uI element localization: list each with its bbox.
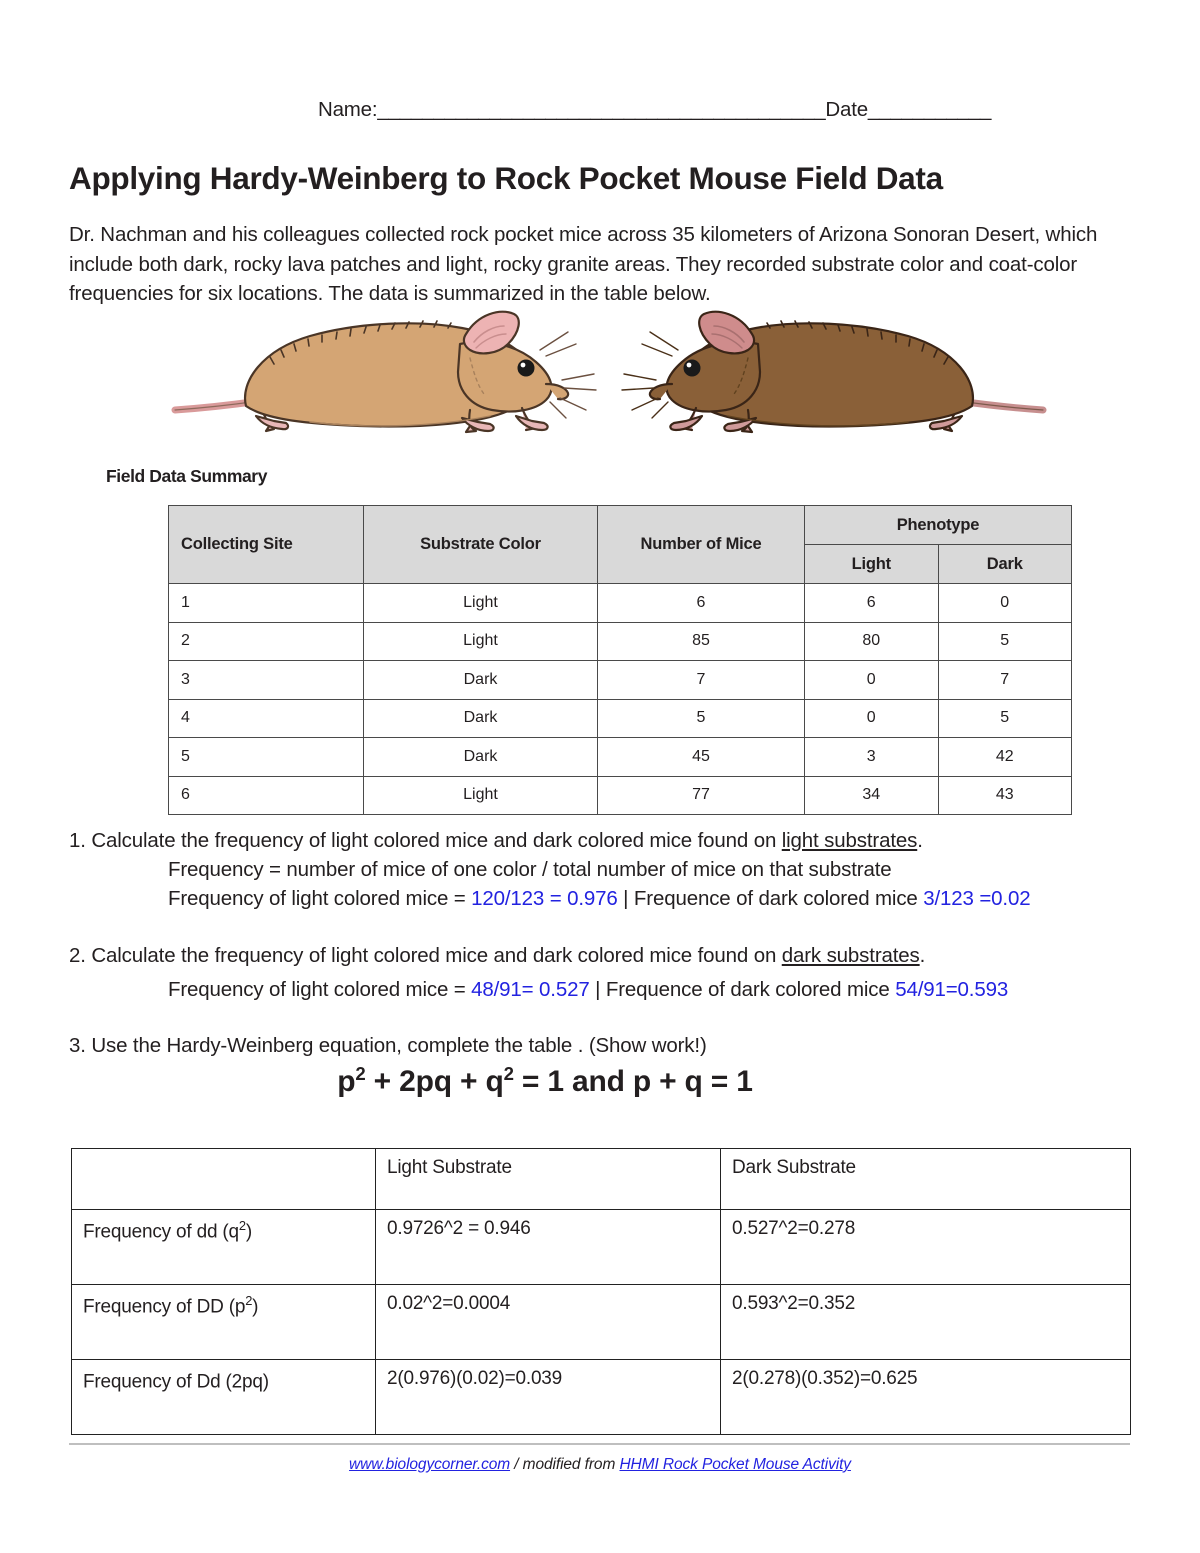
hw-Dd-light-value[interactable]: 2(0.976)(0.02)=0.039 (376, 1360, 721, 1435)
question-1 (69, 826, 923, 855)
cell-site: 1 (169, 584, 364, 623)
cell-dark: 5 (938, 699, 1072, 738)
hw-DD-light-value[interactable]: 0.02^2=0.0004 (376, 1285, 721, 1360)
q2-prefix: 2. Calculate the frequency of light colored mice and dark colored mice found on (69, 944, 782, 967)
q1-prefix: 1. Calculate the frequency of light colored mice and dark colored mice found on (69, 829, 782, 852)
cell-light: 0 (805, 699, 939, 738)
q1-answer-prefix: Frequency of light colored mice = (168, 887, 472, 910)
cell-substrate: Light (364, 776, 598, 815)
hw-header-row (72, 1149, 1131, 1210)
question-2-answer-line (168, 975, 1008, 1004)
q1-answer-mid: | Frequence of dark colored mice (617, 887, 924, 910)
cell-site: 3 (169, 661, 364, 700)
cell-substrate: Dark (364, 738, 598, 777)
hw-row-label-Dd (72, 1360, 376, 1435)
cell-number: 85 (598, 622, 805, 661)
hw-row-label-dd (72, 1210, 376, 1285)
table-row (72, 1285, 1131, 1360)
header-phenotype-dark: Dark (938, 545, 1072, 584)
table-row (72, 1360, 1131, 1435)
hhmi-activity-link[interactable]: HHMI Rock Pocket Mouse Activity (619, 1456, 851, 1473)
cell-dark: 7 (938, 661, 1072, 700)
table-row (169, 738, 1072, 777)
header-phenotype-light: Light (805, 545, 939, 584)
cell-number: 6 (598, 584, 805, 623)
q2-light-answer[interactable]: 48/91= 0.527 (471, 978, 590, 1001)
cell-number: 45 (598, 738, 805, 777)
intro-paragraph: Dr. Nachman and his colleagues collected rock pocket mice across 35 kilometers of Arizona Sonoran Desert, which include both dark, rocky lava patches and light, rocky granite areas. They recorded substrate color and coat-color frequencies for six locations. The data is summarized in the table below. (69, 223, 1098, 305)
hardy-weinberg-table-body (72, 1149, 1131, 1435)
cell-dark: 5 (938, 622, 1072, 661)
q2-underlined-term: dark substrates (781, 944, 920, 967)
hardy-weinberg-table (71, 1148, 1131, 1435)
question-2 (69, 941, 925, 970)
hw-label-dd-post: ) (245, 1221, 253, 1243)
hw-label-Dd-pre: Frequency of Dd (2pq (83, 1371, 263, 1393)
hw-label-DD-pre: Frequency of DD (p (83, 1296, 246, 1318)
header-substrate-color: Substrate Color (364, 506, 598, 584)
hw-Dd-dark-value[interactable]: 2(0.278)(0.352)=0.625 (721, 1360, 1131, 1435)
question-1-answer-line (168, 884, 1030, 913)
table-row (169, 661, 1072, 700)
cell-substrate: Light (364, 622, 598, 661)
q1-light-answer[interactable]: 120/123 = 0.976 (471, 887, 618, 910)
header-collecting-site: Collecting Site (169, 506, 364, 584)
cell-substrate: Dark (364, 661, 598, 700)
cell-number: 77 (598, 776, 805, 815)
cell-dark: 0 (938, 584, 1072, 623)
question-1-formula: Frequency = number of mice of one color / total number of mice on that substrate (168, 858, 892, 881)
field-data-table-body (169, 584, 1072, 815)
hw-dd-light-value[interactable]: 0.9726^2 = 0.946 (376, 1210, 721, 1285)
q2-suffix: . (919, 944, 926, 967)
table-row (169, 776, 1072, 815)
cell-site: 4 (169, 699, 364, 738)
cell-light: 80 (805, 622, 939, 661)
cell-dark: 43 (938, 776, 1072, 815)
footer (0, 1456, 1200, 1474)
cell-site: 2 (169, 622, 364, 661)
header-number-of-mice: Number of Mice (598, 506, 805, 584)
cell-substrate: Dark (364, 699, 598, 738)
hw-label-DD-post: ) (252, 1296, 259, 1318)
table-row (169, 584, 1072, 623)
q1-suffix: . (917, 829, 923, 852)
footer-divider (69, 1443, 1130, 1445)
q1-dark-answer[interactable]: 3/123 =0.02 (923, 887, 1031, 910)
rock-pocket-mice-figure (160, 296, 1050, 456)
equation-p: p (337, 1065, 356, 1098)
cell-substrate: Light (364, 584, 598, 623)
hw-label-DD-sup: 2 (245, 1293, 253, 1308)
dark-mouse-illustration (608, 298, 1048, 448)
field-data-header-row-1 (169, 506, 1072, 545)
q2-dark-answer[interactable]: 54/91=0.593 (895, 978, 1009, 1001)
hw-label-dd-pre: Frequency of dd (q (83, 1221, 239, 1243)
table-row (169, 699, 1072, 738)
equation-tail: = 1 and p + q = 1 (513, 1065, 753, 1098)
q1-underlined-term: light substrates (781, 829, 918, 852)
field-data-summary-caption: Field Data Summary (106, 466, 268, 486)
hw-header-light-substrate: Light Substrate (376, 1149, 721, 1210)
question-3: 3. Use the Hardy-Weinberg equation, complete the table . (Show work!) (69, 1034, 707, 1057)
hw-row-label-DD (72, 1285, 376, 1360)
cell-site: 5 (169, 738, 364, 777)
cell-light: 6 (805, 584, 939, 623)
hw-header-blank (72, 1149, 376, 1210)
q2-answer-prefix: Frequency of light colored mice = (168, 978, 472, 1001)
cell-number: 7 (598, 661, 805, 700)
equation-middle: + 2pq + q (365, 1065, 504, 1098)
table-row (72, 1210, 1131, 1285)
hw-label-dd-sup: 2 (238, 1218, 246, 1233)
name-date-line: Name:________________________________________Date___________ (318, 98, 992, 121)
cell-light: 3 (805, 738, 939, 777)
cell-site: 6 (169, 776, 364, 815)
cell-dark: 42 (938, 738, 1072, 777)
light-mouse-illustration (170, 298, 600, 448)
cell-light: 0 (805, 661, 939, 700)
hw-header-dark-substrate: Dark Substrate (721, 1149, 1131, 1210)
equation-exponent-2: 2 (503, 1063, 514, 1084)
hardy-weinberg-equation (0, 1063, 1090, 1099)
hw-DD-dark-value[interactable]: 0.593^2=0.352 (721, 1285, 1131, 1360)
field-data-table (168, 505, 1072, 815)
footer-middle-text: / modified from (510, 1456, 620, 1473)
cell-light: 34 (805, 776, 939, 815)
equation-exponent-1: 2 (355, 1063, 366, 1084)
table-row (169, 622, 1072, 661)
cell-number: 5 (598, 699, 805, 738)
q2-answer-mid: | Frequence of dark colored mice (589, 978, 896, 1001)
hw-dd-dark-value[interactable]: 0.527^2=0.278 (721, 1210, 1131, 1285)
hw-label-Dd-post: ) (262, 1371, 269, 1393)
header-phenotype: Phenotype (805, 506, 1072, 545)
field-data-table-head (169, 506, 1072, 584)
page-title: Applying Hardy-Weinberg to Rock Pocket Mouse Field Data (69, 160, 943, 196)
biologycorner-link[interactable]: www.biologycorner.com (349, 1456, 511, 1473)
